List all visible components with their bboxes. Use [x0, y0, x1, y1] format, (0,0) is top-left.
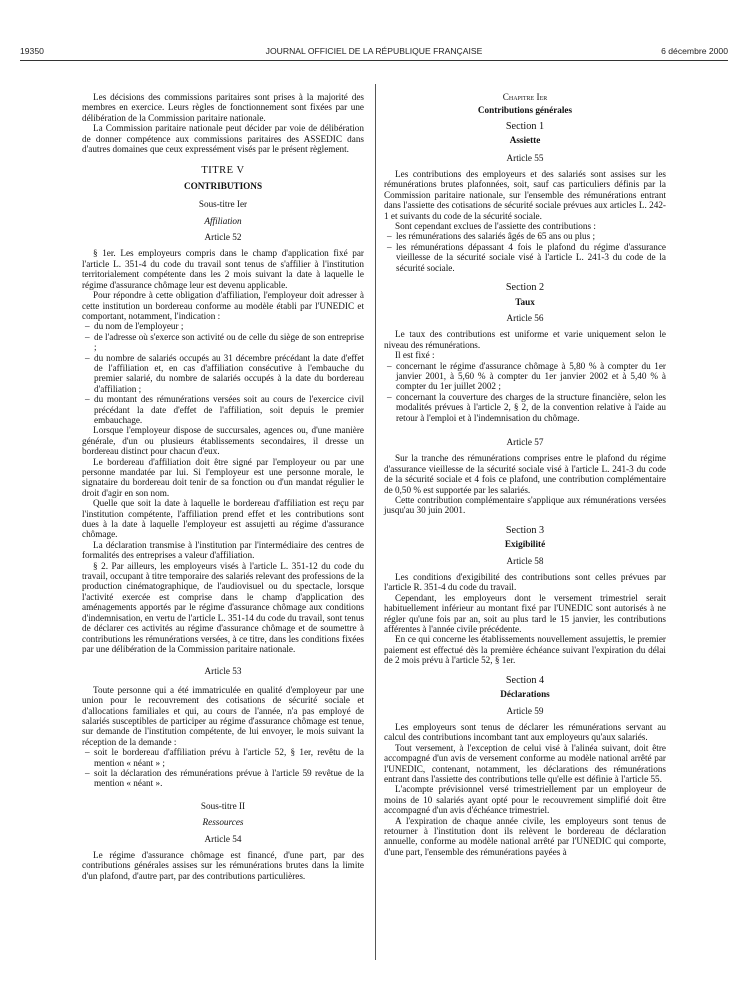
list-item: – les rémunérations des salariés âgés de 65 ans ou plus ;	[384, 231, 666, 241]
article-heading: Article 55	[506, 152, 544, 163]
sous-titre-name: Affiliation	[204, 215, 242, 226]
paragraph: La Commission paritaire nationale peut décider par voie de délibération de donner compétence aux commissions paritaires des ASSEDIC dans d'autres domaines que ceux expressément visés par le présent règlement.	[82, 123, 364, 155]
paragraph: Les contributions des employeurs et des salariés sont assises sur les rémunérations brutes plafonnées, soit, sauf cas particuliers définis par la Commission paritaire nationale, sur l'ensemble des rémunérations entrant dans l'assiette des cotisations de sécurité sociale prévues aux articles L. 242-1 et suivants du code de la sécurité sociale.	[384, 169, 666, 221]
column-divider	[375, 84, 376, 960]
paragraph: Les employeurs sont tenus de déclarer les rémunérations servant au calcul des contributions incombant tant aux employeurs qu'aux salariés.	[384, 721, 666, 743]
paragraph: Quelle que soit la date à laquelle le bordereau d'affiliation est reçu par l'institution compétente, l'affiliation prend effet et les contributions sont dues à la date à laquelle l'employeur est assujetti au régime d'assurance chômage.	[82, 498, 364, 540]
article-heading: Article 54	[204, 833, 242, 844]
chapitre-heading: Chapitre Ier	[502, 92, 548, 102]
list-item: – soit le bordereau d'affiliation prévu à l'article 52, § 1er, revêtu de la mention « néant » ;	[82, 747, 364, 768]
article-heading: Article 59	[506, 705, 544, 716]
right-column	[384, 92, 666, 857]
list	[82, 321, 364, 425]
paragraph: Lorsque l'employeur dispose de succursales, agences ou, d'une manière générale, d'un ou plusieurs établissements secondaires, il dresse un bordereau distinct pour chacun d'eux.	[82, 425, 364, 457]
section-name: Assiette	[509, 135, 541, 146]
paragraph: Le bordereau d'affiliation doit être signé par l'employeur ou par une personne mandatée par lui. Si l'employeur est une personne morale, le signataire du bordereau doit tenir de sa fonction ou d'un mandat régulier le droit d'agir en son nom.	[82, 456, 364, 498]
paragraph: L'acompte prévisionnel versé trimestriellement par un employeur de moins de 10 salariés ayant opté pour le recouvrement simplifié doit être accompagné d'un avis d'échéance trimestriel.	[384, 784, 666, 816]
article-heading: Article 52	[204, 232, 242, 243]
paragraph: Cependant, les employeurs dont le versement trimestriel serait habituellement inférieur au montant fixé par l'UNEDIC sont autorisés à ne régler qu'une fois par an, soit au plus tard le 15 janvier, les contributions afférentes à l'année civile précédente.	[384, 592, 666, 635]
paragraph: Le régime d'assurance chômage est financé, d'une part, par des contributions générales assises sur les rémunérations brutes dans la limite d'un plafond, d'autre part, par des contributions particulières.	[82, 850, 364, 881]
chapitre-name: Contributions générales	[477, 105, 573, 116]
paragraph: Le taux des contributions est uniforme et varie uniquement selon le niveau des rémunérations.	[384, 329, 666, 350]
list	[384, 231, 666, 273]
sous-titre: Sous-titre II	[200, 800, 246, 811]
list-item: – concernant la couverture des charges de la structure financière, selon les modalités prévues à l'article 2, § 2, de la convention relative à l'aide au retour à l'emploi et à l'indemnisation du chômage.	[384, 392, 666, 423]
list-item: – du nombre de salariés occupés au 31 décembre précédant la date d'effet de l'affiliation et, en cas d'affiliation consécutive à l'embauche du premier salarié, du nombre de salariés occupés à la date du bordereau d'affiliation ;	[82, 353, 364, 395]
paragraph: Il est fixé :	[395, 350, 435, 361]
list-item: – du montant des rémunérations versées soit au cours de l'exercice civil précédant la date d'effet de l'affiliation, soit depuis le premier embauchage.	[82, 394, 364, 425]
section-heading: Section 2	[505, 282, 545, 294]
article-heading: Article 53	[204, 666, 242, 677]
list	[384, 361, 666, 423]
left-column	[82, 92, 364, 881]
section-heading: Section 3	[505, 524, 545, 536]
titre-heading: TITRE V	[201, 165, 245, 177]
titre-name: CONTRIBUTIONS	[183, 180, 263, 191]
page-number: 19350	[20, 46, 44, 56]
paragraph: Cette contribution complémentaire s'applique aux rémunérations versées jusqu'au 30 juin 2001.	[384, 495, 666, 516]
list-item: – de l'adresse où s'exerce son activité ou de celle du siège de son entreprise ;	[82, 332, 364, 353]
paragraph: § 1er. Les employeurs compris dans le champ d'application fixé par l'article L. 351-4 du code du travail sont tenus de s'affilier à l'institution territorialement compétente dans les 2 mois suivant la date à laquelle le régime d'assurance chômage leur est devenu applicable.	[82, 248, 364, 290]
list	[82, 747, 364, 789]
publication-date: 6 décembre 2000	[661, 46, 728, 56]
article-heading: Article 58	[506, 555, 544, 566]
section-heading: Section 1	[505, 120, 545, 132]
article-heading: Article 56	[506, 312, 544, 323]
section-name: Déclarations	[500, 689, 550, 700]
sous-titre: Sous-titre Ier	[198, 199, 248, 210]
paragraph: En ce qui concerne les établissements nouvellement assujettis, le premier paiement est effectué dès la première échéance suivant l'expiration du délai de 2 mois prévu à l'article 52, § 1er.	[384, 634, 666, 666]
list-item: – concernant le régime d'assurance chômage à 5,80 % à compter du 1er janvier 2001, à 5,60 % à compter du 1er janvier 2002 et à 5,40 % à compter du 1er juillet 2002 ;	[384, 361, 666, 392]
journal-title: JOURNAL OFFICIEL DE LA RÉPUBLIQUE FRANÇAISE	[265, 46, 483, 56]
section-name: Exigibilité	[504, 539, 546, 550]
paragraph: Les décisions des commissions paritaires sont prises à la majorité des membres en exercice. Leurs règles de fonctionnement sont fixées par une délibération de la Commission paritaire nationale.	[82, 92, 364, 123]
paragraph: Pour répondre à cette obligation d'affiliation, l'employeur doit adresser à cette institution un bordereau conforme au modèle établi par l'UNEDIC et comportant, notamment, l'indication :	[82, 290, 364, 321]
section-heading: Section 4	[505, 674, 545, 686]
header-rule	[20, 60, 728, 61]
list-item: – les rémunérations dépassant 4 fois le plafond du régime d'assurance vieillesse de la sécurité sociale visé à l'article L. 241-3 du code de la sécurité sociale.	[384, 242, 666, 273]
paragraph: Sont cependant exclues de l'assiette des contributions :	[395, 221, 596, 232]
paragraph: La déclaration transmise à l'institution par l'intermédiaire des centres de formalités des entreprises a valeur d'affiliation.	[82, 539, 364, 561]
paragraph: Tout versement, à l'exception de celui visé à l'alinéa suivant, doit être accompagné d'un avis de versement conforme au modèle national arrêté par l'UNEDIC, contenant, notamment, les déclarations des rémunérations entrant dans l'assiette des contributions telle qu'elle est définie à l'article 55.	[384, 742, 666, 784]
list-item: – soit la déclaration des rémunérations prévue à l'article 59 revêtue de la mention « néant ».	[82, 768, 364, 789]
paragraph: Sur la tranche des rémunérations comprises entre le plafond du régime d'assurance vieillesse de la sécurité sociale visé à l'article L. 241-3 du code de la sécurité sociale et 4 fois ce plafond, une contribution complémentaire de 0,50 % est supportée par les salariés.	[384, 453, 666, 495]
paragraph: § 2. Par ailleurs, les employeurs visés à l'article L. 351-12 du code du travail, occupant à titre temporaire des salariés relevant des professions de la production cinématographique, de l'audiovisuel ou du spectacle, lorsque l'activité exercée est comprise dans le champ d'application des aménagements apportés par le régime d'assurance chômage aux conditions d'indemnisation, en vertu de l'article L. 351-14 du code du travail, sont tenus de déclarer ces activités au régime d'assurance chômage et de soumettre à contributions les rémunérations versées, à ce titre, dans les conditions fixées par une délibération de la Commission paritaire nationale.	[82, 560, 364, 654]
paragraph: Toute personne qui a été immatriculée en qualité d'employeur par une union pour le recouvrement des cotisations de sécurité sociale et d'allocations familiales et qui, au cours de l'année, n'a pas employé de salariés susceptibles de participer au régime d'assurance chômage est tenue, sur demande de l'institution compétente, de lui envoyer, le mois suivant la réception de la demande :	[82, 684, 364, 747]
article-heading: Article 57	[506, 436, 544, 447]
sous-titre-name: Ressources	[202, 817, 244, 828]
section-name: Taux	[515, 296, 535, 307]
paragraph: A l'expiration de chaque année civile, les employeurs sont tenus de retourner à l'institution dont ils relèvent le bordereau de déclaration annuelle, conforme au modèle national arrêté par l'UNEDIC qui comporte, d'une part, l'ensemble des rémunérations payées à	[384, 815, 666, 857]
paragraph: Les conditions d'exigibilité des contributions sont celles prévues par l'article R. 351-4 du code du travail.	[384, 572, 666, 593]
list-item: – du nom de l'employeur ;	[82, 321, 364, 331]
